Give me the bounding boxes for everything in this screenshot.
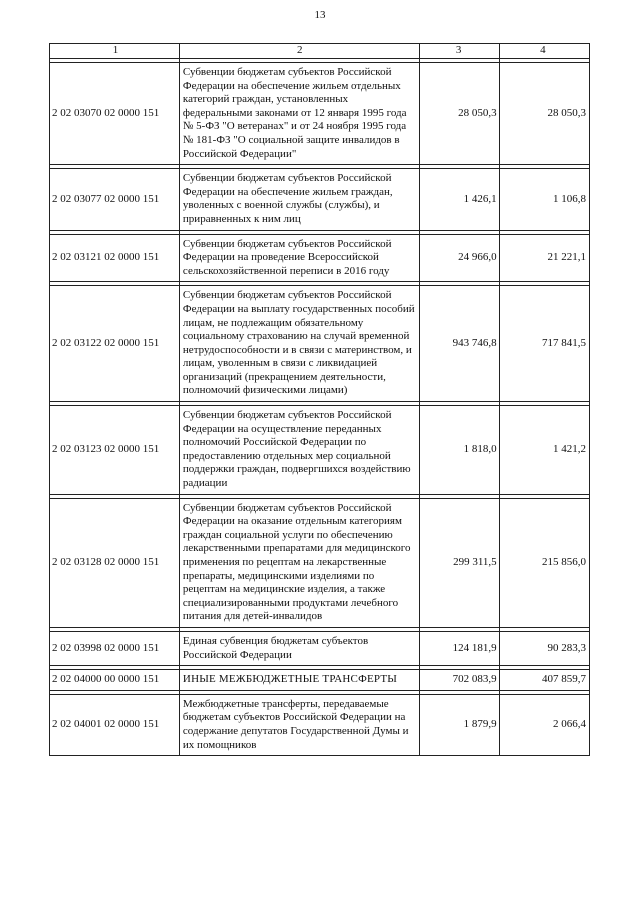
value-cell-4: 215 856,0 <box>499 498 589 627</box>
name-cell: Субвенции бюджетам субъектов Российской Федерации на обеспечение жильем граждан, уволенных с военной службы (службы), и приравненных к ним лиц <box>179 169 420 230</box>
header-row <box>50 44 590 59</box>
name-cell: Межбюджетные трансферты, передаваемые бюджетам субъектов Российской Федерации на содержание депутатов Государственной Думы и их помощников <box>179 694 420 755</box>
value-cell-3: 1 879,9 <box>420 694 499 755</box>
table-row <box>50 631 590 665</box>
table-row <box>50 670 590 691</box>
column-header-2: 2 <box>179 44 420 59</box>
code-cell: 2 02 03077 02 0000 151 <box>50 169 180 230</box>
column-header-4: 4 <box>499 44 589 59</box>
value-cell-4: 1 106,8 <box>499 169 589 230</box>
value-cell-4: 2 066,4 <box>499 694 589 755</box>
name-cell: ИНЫЕ МЕЖБЮДЖЕТНЫЕ ТРАНСФЕРТЫ <box>179 670 420 691</box>
column-header-3: 3 <box>420 44 499 59</box>
name-cell: Субвенции бюджетам субъектов Российской Федерации на проведение Всероссийской сельскохозяйственной переписи в 2016 году <box>179 234 420 282</box>
value-cell-4: 90 283,3 <box>499 631 589 665</box>
table-row <box>50 63 590 165</box>
value-cell-3: 702 083,9 <box>420 670 499 691</box>
name-cell: Субвенции бюджетам субъектов Российской Федерации на оказание отдельным категориям граждан социальной услуги по обеспечению лекарственными препаратами для медицинского применения по рецептам на лекарственные препараты, медицинскими изделиями по рецептам на медицинские изделия, а также специализированными продуктами лечебного питания для детей-инвалидов <box>179 498 420 627</box>
value-cell-4: 407 859,7 <box>499 670 589 691</box>
name-cell: Субвенции бюджетам субъектов Российской Федерации на обеспечение жильем отдельных категорий граждан, установленных федеральными законами от 12 января 1995 года № 5-ФЗ "О ветеранах" и от 24 ноября 1995 года № 181-ФЗ "О социальной защите инвалидов в Российской Федерации" <box>179 63 420 165</box>
table-row <box>50 234 590 282</box>
code-cell: 2 02 03121 02 0000 151 <box>50 234 180 282</box>
table-row <box>50 406 590 495</box>
value-cell-3: 1 818,0 <box>420 406 499 495</box>
value-cell-4: 717 841,5 <box>499 286 589 402</box>
value-cell-3: 28 050,3 <box>420 63 499 165</box>
value-cell-3: 1 426,1 <box>420 169 499 230</box>
value-cell-3: 124 181,9 <box>420 631 499 665</box>
code-cell: 2 02 03123 02 0000 151 <box>50 406 180 495</box>
value-cell-3: 299 311,5 <box>420 498 499 627</box>
table-row <box>50 694 590 755</box>
code-cell: 2 02 03070 02 0000 151 <box>50 63 180 165</box>
code-cell: 2 02 03122 02 0000 151 <box>50 286 180 402</box>
value-cell-3: 24 966,0 <box>420 234 499 282</box>
value-cell-4: 28 050,3 <box>499 63 589 165</box>
name-cell: Субвенции бюджетам субъектов Российской Федерации на осуществление переданных полномочий Российской Федерации по предоставлению отдельных мер социальной поддержки граждан, подвергшихся воздействию радиации <box>179 406 420 495</box>
code-cell: 2 02 04001 02 0000 151 <box>50 694 180 755</box>
table-row <box>50 286 590 402</box>
value-cell-3: 943 746,8 <box>420 286 499 402</box>
value-cell-4: 1 421,2 <box>499 406 589 495</box>
code-cell: 2 02 03998 02 0000 151 <box>50 631 180 665</box>
code-cell: 2 02 03128 02 0000 151 <box>50 498 180 627</box>
value-cell-4: 21 221,1 <box>499 234 589 282</box>
name-cell: Субвенции бюджетам субъектов Российской Федерации на выплату государственных пособий лицам, не подлежащим обязательному социальному страхованию на случай временной нетрудоспособности и в связи с материнством, и лицам, уволенным в связи с ликвидацией организаций (прекращением деятельности, полномочий физическими лицами) <box>179 286 420 402</box>
column-header-1: 1 <box>50 44 180 59</box>
name-cell: Единая субвенция бюджетам субъектов Российской Федерации <box>179 631 420 665</box>
table-row <box>50 498 590 627</box>
budget-table <box>49 43 590 756</box>
code-cell: 2 02 04000 00 0000 151 <box>50 670 180 691</box>
page-number: 13 <box>314 9 326 21</box>
table-row <box>50 169 590 230</box>
